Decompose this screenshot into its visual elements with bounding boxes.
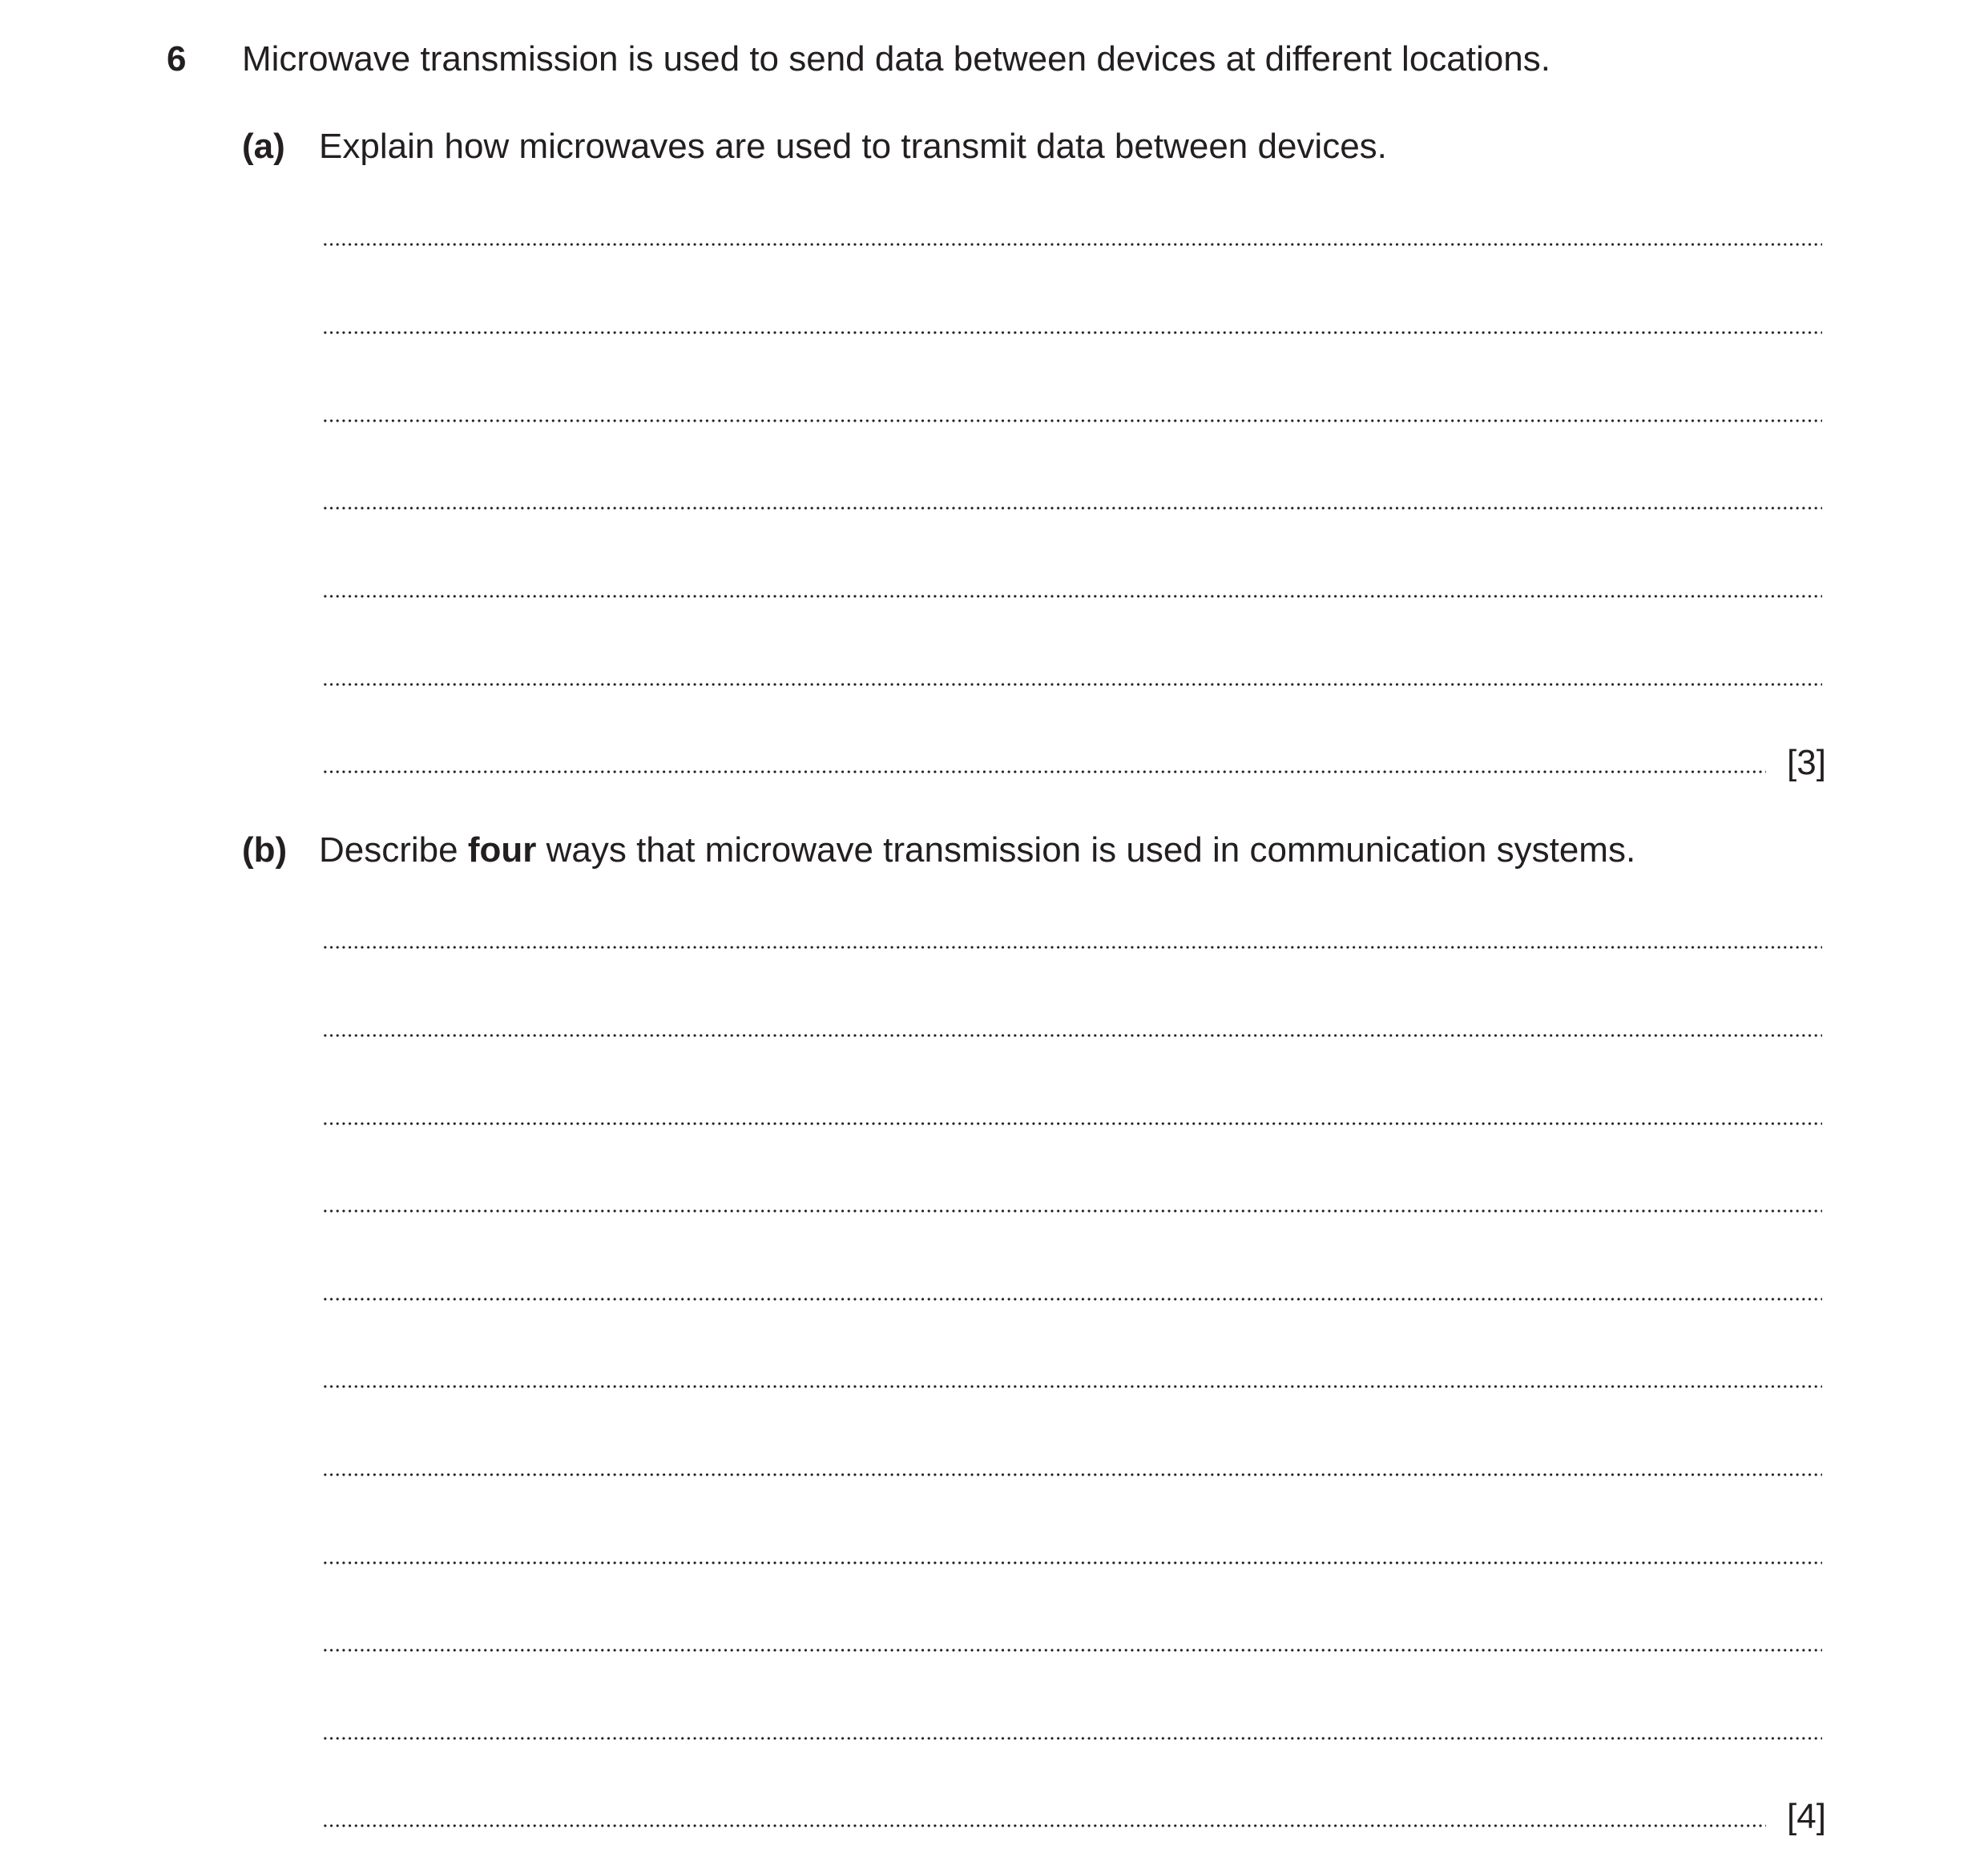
answer-line[interactable]	[322, 1561, 1822, 1564]
part-b-label: (b)	[242, 830, 288, 870]
answer-line[interactable]	[322, 1649, 1822, 1652]
answer-line[interactable]	[322, 946, 1822, 949]
answer-line[interactable]	[322, 331, 1822, 334]
part-a-label: (a)	[242, 127, 285, 166]
answer-line[interactable]	[322, 1209, 1822, 1213]
answer-line[interactable]	[322, 770, 1766, 773]
answer-line[interactable]	[322, 1737, 1822, 1740]
part-a-marks: [3]	[1787, 743, 1826, 782]
answer-line[interactable]	[322, 1473, 1822, 1476]
part-b-prompt	[319, 826, 1635, 874]
answer-line[interactable]	[322, 243, 1822, 246]
question-stem: Microwave transmission is used to send data between devices at different locations.	[242, 39, 1550, 79]
answer-line[interactable]	[322, 1385, 1822, 1388]
part-b-prompt-start: Describe	[319, 830, 468, 870]
answer-line[interactable]	[322, 595, 1822, 598]
answer-line[interactable]	[322, 1298, 1822, 1301]
question-number: 6	[167, 39, 187, 79]
answer-line[interactable]	[322, 1824, 1766, 1827]
answer-line[interactable]	[322, 419, 1822, 422]
answer-line[interactable]	[322, 507, 1822, 510]
part-b-prompt-end: ways that microwave transmission is used in communication systems.	[536, 830, 1636, 870]
answer-line[interactable]	[322, 1122, 1822, 1125]
part-b-prompt-emphasis: four	[467, 830, 537, 870]
answer-line[interactable]	[322, 683, 1822, 686]
answer-line[interactable]	[322, 1034, 1822, 1037]
part-b-marks: [4]	[1787, 1797, 1826, 1836]
part-a-prompt: Explain how microwaves are used to transmit data between devices.	[319, 127, 1387, 166]
